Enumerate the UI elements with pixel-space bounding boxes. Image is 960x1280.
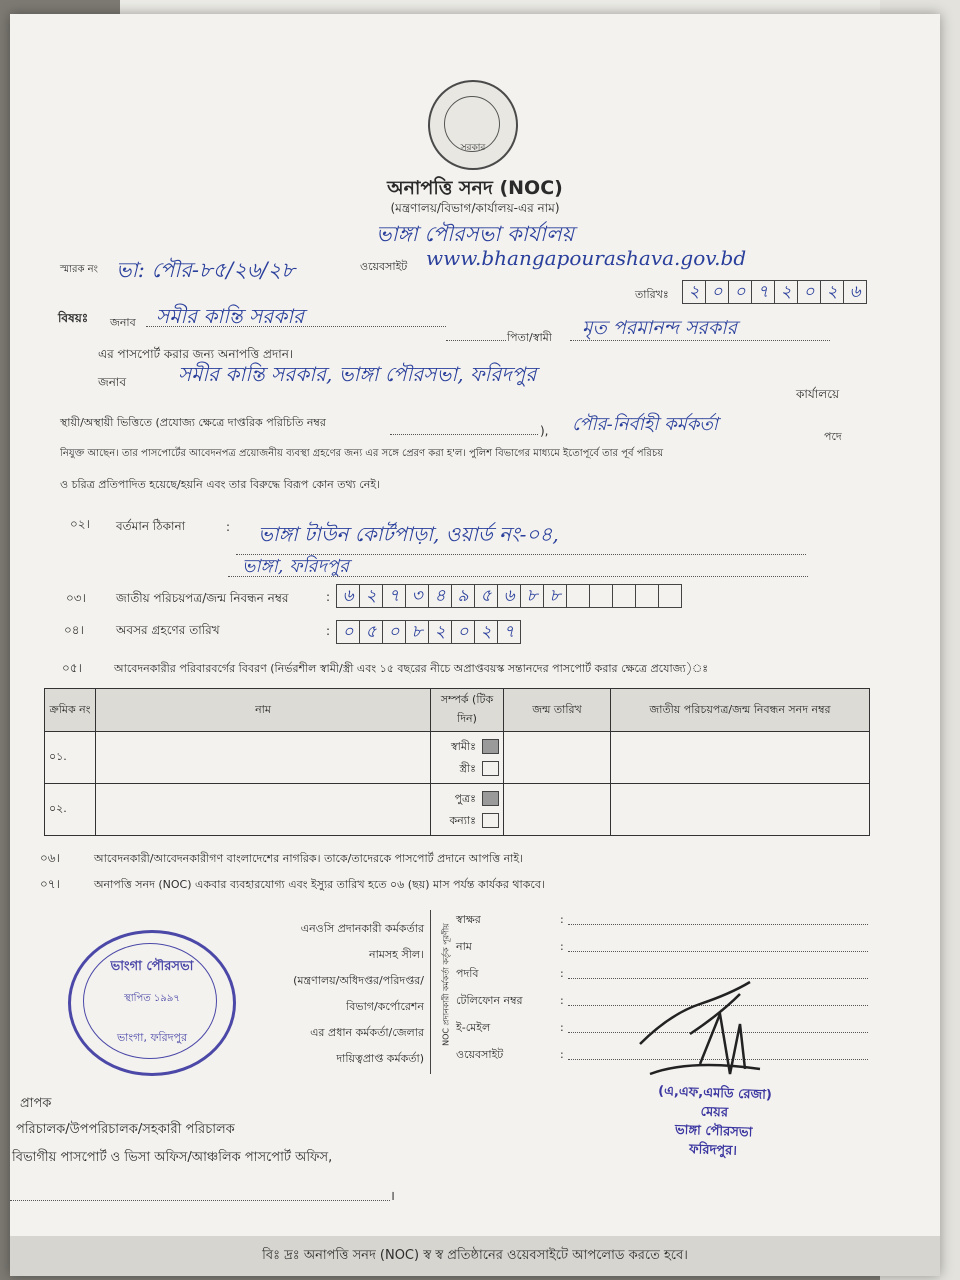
son-checkbox[interactable] <box>482 791 499 806</box>
wife-checkbox[interactable] <box>482 761 499 776</box>
signatory-line: বিভাগ/কর্পোরেশন <box>346 1000 424 1013</box>
col-relation: সম্পর্ক (টিক দিন) <box>431 689 504 732</box>
field-label: স্বাক্ষর <box>456 913 481 926</box>
family-label: আবেদনকারীর পরিবারবর্গের বিবরণ (নির্ভরশীল স্বামী/স্ত্রী এবং ১৫ বছরের নীচে অপ্রাপ্তবয়স্ক সন্তানদের পাসপোর্ট করার ক্ষেত্রে প্রযোজ্য)ঃ <box>114 662 709 675</box>
applicant-name-office: সমীর কান্তি সরকার, ভাঙ্গা পৌরসভা, ফরিদপুর <box>178 362 537 386</box>
signatory-line: এর প্রধান কর্মকর্তা/জেলার <box>310 1026 424 1039</box>
mayor-title: মেয়র <box>700 1104 729 1121</box>
table-row <box>45 784 870 836</box>
digit-box[interactable]: ০ <box>451 620 474 644</box>
subject-label: বিষয়ঃ <box>58 311 89 325</box>
post-suffix: পদে <box>824 430 842 443</box>
stamp-line2: স্থাপিত ১৯৯৭ <box>124 993 180 1004</box>
field-colon: : <box>560 1021 564 1034</box>
row-dob-cell[interactable] <box>504 784 611 836</box>
col-serial: ক্রমিক নং <box>45 689 96 732</box>
row-serial: ০১. <box>45 732 96 784</box>
nid-label: জাতীয় পরিচয়পত্র/জন্ম নিবন্ধন নম্বর <box>116 591 289 605</box>
address-line2-dots <box>228 576 808 577</box>
mayor-org: ভাঙ্গা পৌরসভা <box>674 1122 753 1141</box>
digit-box[interactable]: ৮ <box>520 584 543 608</box>
table-row <box>45 732 870 784</box>
row-nid-cell[interactable] <box>611 732 870 784</box>
col-name: নাম <box>96 689 431 732</box>
name-field[interactable] <box>568 933 868 952</box>
recipient-line2: বিভাগীয় পাসপোর্ট ও ভিসা অফিস/আঞ্চলিক পাসপোর্ট অফিস, <box>12 1150 333 1165</box>
item-04-number: ০৪। <box>64 623 84 637</box>
relation-son-label: পুত্রঃ <box>454 791 476 805</box>
row-relation-cell <box>431 784 504 836</box>
table-header-row <box>45 689 870 732</box>
digit-box[interactable] <box>612 584 635 608</box>
digit-box[interactable]: ৮ <box>543 584 566 608</box>
nid-digits <box>336 584 682 608</box>
digit-box[interactable]: ২ <box>682 280 705 304</box>
noc-document <box>10 14 940 1276</box>
row-serial: ০২. <box>45 784 96 836</box>
signatory-line: নামসহ সীল। <box>369 948 424 961</box>
applicant-name: সমীর কান্তি সরকার <box>156 304 305 328</box>
signature-field[interactable] <box>568 906 868 925</box>
father-line <box>446 340 506 341</box>
item-07-text: অনাপত্তি সনদ (NOC) একবার ব্যবহারযোগ্য এবং ইস্যুর তারিখ হতে ০৬ (ছয়) মাস পর্যন্ত কার্যকর থাকবে। <box>94 878 545 891</box>
field-label: ওয়েবসাইট <box>456 1048 504 1061</box>
digit-box[interactable] <box>566 584 589 608</box>
address-label: বর্তমান ঠিকানা <box>116 519 186 533</box>
retire-colon: : <box>326 624 331 638</box>
government-seal <box>428 80 518 170</box>
body-line3: নিযুক্ত আছেন। তার পাসপোর্টের আবেদনপত্র প্রয়োজনীয় ব্যবস্থা গ্রহণের জন্য এর সঙ্গে প্রেরণ করা হ'ল। পুলিশ বিভাগের মাধ্যমে ইতোপূর্বে তার পূর্ব পরিচয় <box>60 448 664 459</box>
item-07-number: ০৭। <box>40 877 60 891</box>
field-label: পদবি <box>456 967 479 980</box>
relation-daughter-label: কন্যাঃ <box>449 813 476 827</box>
item-05-number: ০৫। <box>62 661 82 675</box>
field-colon: : <box>560 1048 564 1061</box>
digit-box[interactable]: ৩ <box>405 584 428 608</box>
item-06-text: আবেদনকারী/আবেদনকারীগণ বাংলাদেশের নাগরিক। তাকে/তাদেরকে পাসপোর্ট প্রদানে আপত্তি নাই। <box>94 852 524 865</box>
address-line2: ভাঙ্গা, ফরিদপুর <box>242 556 350 577</box>
recipient-address-line <box>10 1200 390 1201</box>
row-name-cell[interactable] <box>96 784 431 836</box>
digit-box[interactable] <box>635 584 658 608</box>
signatory-line: (মন্ত্রণালয়/অধিদপ্তর/পরিদপ্তর/ <box>293 974 424 987</box>
subject-line2: এর পাসপোর্ট করার জন্য অনাপত্তি প্রদান। <box>98 347 294 361</box>
memo-label: স্মারক নং <box>60 264 98 275</box>
post-title: পৌর-নির্বাহী কর্মকর্তা <box>572 414 719 435</box>
digit-box[interactable]: ০ <box>797 280 820 304</box>
field-row-name <box>456 933 876 960</box>
address-colon: : <box>226 520 231 534</box>
mayor-stamp <box>613 1081 816 1164</box>
website-value: www.bhangapourashava.gov.bd <box>426 246 747 270</box>
retire-digits <box>336 620 521 644</box>
vertical-noc-text: NOC প্রদানকারী কর্মকর্তা কর্তৃক পূরণীয় <box>441 923 451 1046</box>
digit-box[interactable]: ০ <box>382 620 405 644</box>
row-relation-cell <box>431 732 504 784</box>
recipient-label: প্রাপক <box>20 1096 52 1111</box>
memo-value: ভা: পৌর-৮৫/২৬/২৮ <box>116 258 295 282</box>
digit-box[interactable]: ৭ <box>382 584 405 608</box>
digit-box[interactable]: ২ <box>820 280 843 304</box>
digit-box[interactable]: ২ <box>359 584 382 608</box>
subject-mr-label: জনাব <box>110 316 136 329</box>
digit-box[interactable]: ৬ <box>336 584 359 608</box>
digit-box[interactable]: ০ <box>728 280 751 304</box>
father-name: মৃত পরমানন্দ সরকার <box>582 317 738 339</box>
recipient-line3: । <box>390 1189 395 1204</box>
document-subtitle: (মন্ত্রণালয়/বিভাগ/কার্যালয়-এর নাম) <box>390 201 560 215</box>
relation-wife-label: স্ত্রীঃ <box>459 761 476 775</box>
digit-box[interactable]: ৬ <box>843 280 867 304</box>
husband-checkbox[interactable] <box>482 739 499 754</box>
row-nid-cell[interactable] <box>611 784 870 836</box>
stamp-line1: ভাংগা পৌরসভা <box>110 959 194 974</box>
body-line2: স্থায়ী/অস্থায়ী ভিত্তিতে (প্রযোজ্য ক্ষেত্রে দাপ্তরিক পরিচিতি নম্বর <box>60 416 326 429</box>
footer-note: বিঃ দ্রঃ অনাপত্তি সনদ (NOC) স্ব স্ব প্রতিষ্ঠানের ওয়েবসাইটে আপলোড করতে হবে। <box>10 1236 940 1276</box>
field-label: ই-মেইল <box>456 1021 491 1034</box>
field-label: নাম <box>456 940 472 953</box>
date-digits <box>682 280 867 304</box>
mayor-district: ফরিদপুর। <box>688 1142 738 1159</box>
father-label: পিতা/স্বামী <box>507 331 552 344</box>
digit-box[interactable]: ৭ <box>751 280 774 304</box>
seal-bottom-text: সরকার <box>460 143 486 153</box>
office-suffix: কার্যালয়ে <box>796 387 840 401</box>
col-dob: জন্ম তারিখ <box>504 689 611 732</box>
mayor-name: (এ,এফ,এমডি রেজা) <box>657 1084 773 1103</box>
digit-box[interactable]: ৫ <box>474 584 497 608</box>
digit-box[interactable]: ৫ <box>359 620 382 644</box>
digit-box[interactable]: ৪ <box>428 584 451 608</box>
relation-husband-label: স্বামীঃ <box>450 739 476 753</box>
item-02-number: ০২। <box>70 517 90 531</box>
retire-label: অবসর গ্রহণের তারিখ <box>116 623 220 637</box>
digit-box[interactable]: ২ <box>474 620 497 644</box>
municipality-stamp <box>68 930 236 1076</box>
field-colon: : <box>560 967 564 980</box>
digit-box[interactable] <box>658 584 682 608</box>
field-row-signature <box>456 906 876 933</box>
office-name: ভাঙ্গা পৌরসভা কার্যালয় <box>375 222 575 246</box>
father-name-line <box>570 340 830 341</box>
item-06-number: ০৬। <box>40 851 60 865</box>
signatory-line: এনওসি প্রদানকারী কর্মকর্তার <box>300 922 424 935</box>
date-label: তারিখঃ <box>635 288 669 301</box>
body-line2-suffix: ), <box>540 424 549 438</box>
row-dob-cell[interactable] <box>504 732 611 784</box>
document-title: অনাপত্তি সনদ (NOC) <box>387 177 563 199</box>
digit-box[interactable]: ২ <box>774 280 797 304</box>
digit-box[interactable]: ৮ <box>405 620 428 644</box>
nid-colon: : <box>326 590 331 604</box>
recipient-line1: পরিচালক/উপপরিচালক/সহকারী পরিচালক <box>16 1122 235 1137</box>
field-colon: : <box>560 940 564 953</box>
body-mr-label: জনাব <box>98 375 127 389</box>
digit-box[interactable]: ০ <box>705 280 728 304</box>
signatory-line: দায়িত্বপ্রাপ্ত কর্মকর্তা) <box>336 1052 424 1065</box>
digit-box[interactable] <box>589 584 612 608</box>
daughter-checkbox[interactable] <box>482 813 499 828</box>
field-label: টেলিফোন নম্বর <box>456 994 523 1007</box>
digit-box[interactable]: ০ <box>336 620 359 644</box>
digit-box[interactable]: ৯ <box>451 584 474 608</box>
body-line4: ও চরিত্র প্রতিপাদিত হয়েছে/হয়নি এবং তার বিরুদ্ধে বিরূপ কোন তথ্য নেই। <box>60 478 380 491</box>
col-nid: জাতীয় পরিচয়পত্র/জন্ম নিবন্ধন সনদ নম্বর <box>611 689 870 732</box>
signature-scribble-icon <box>630 974 770 1084</box>
row-name-cell[interactable] <box>96 732 431 784</box>
digit-box[interactable]: ২ <box>428 620 451 644</box>
stamp-line3: ভাংগা, ফরিদপুর <box>116 1031 188 1044</box>
digit-box[interactable]: ৭ <box>497 620 521 644</box>
item-03-number: ০৩। <box>66 591 86 605</box>
family-table <box>44 688 870 836</box>
id-number-line <box>390 434 538 435</box>
address-line1: ভাঙ্গা টাউন কোর্টপাড়া, ওয়ার্ড নং-০৪, <box>258 522 559 546</box>
field-colon: : <box>560 913 564 926</box>
signatory-description <box>224 916 424 1072</box>
digit-box[interactable]: ৬ <box>497 584 520 608</box>
field-colon: : <box>560 994 564 1007</box>
website-label: ওয়েবসাইট <box>360 260 408 273</box>
